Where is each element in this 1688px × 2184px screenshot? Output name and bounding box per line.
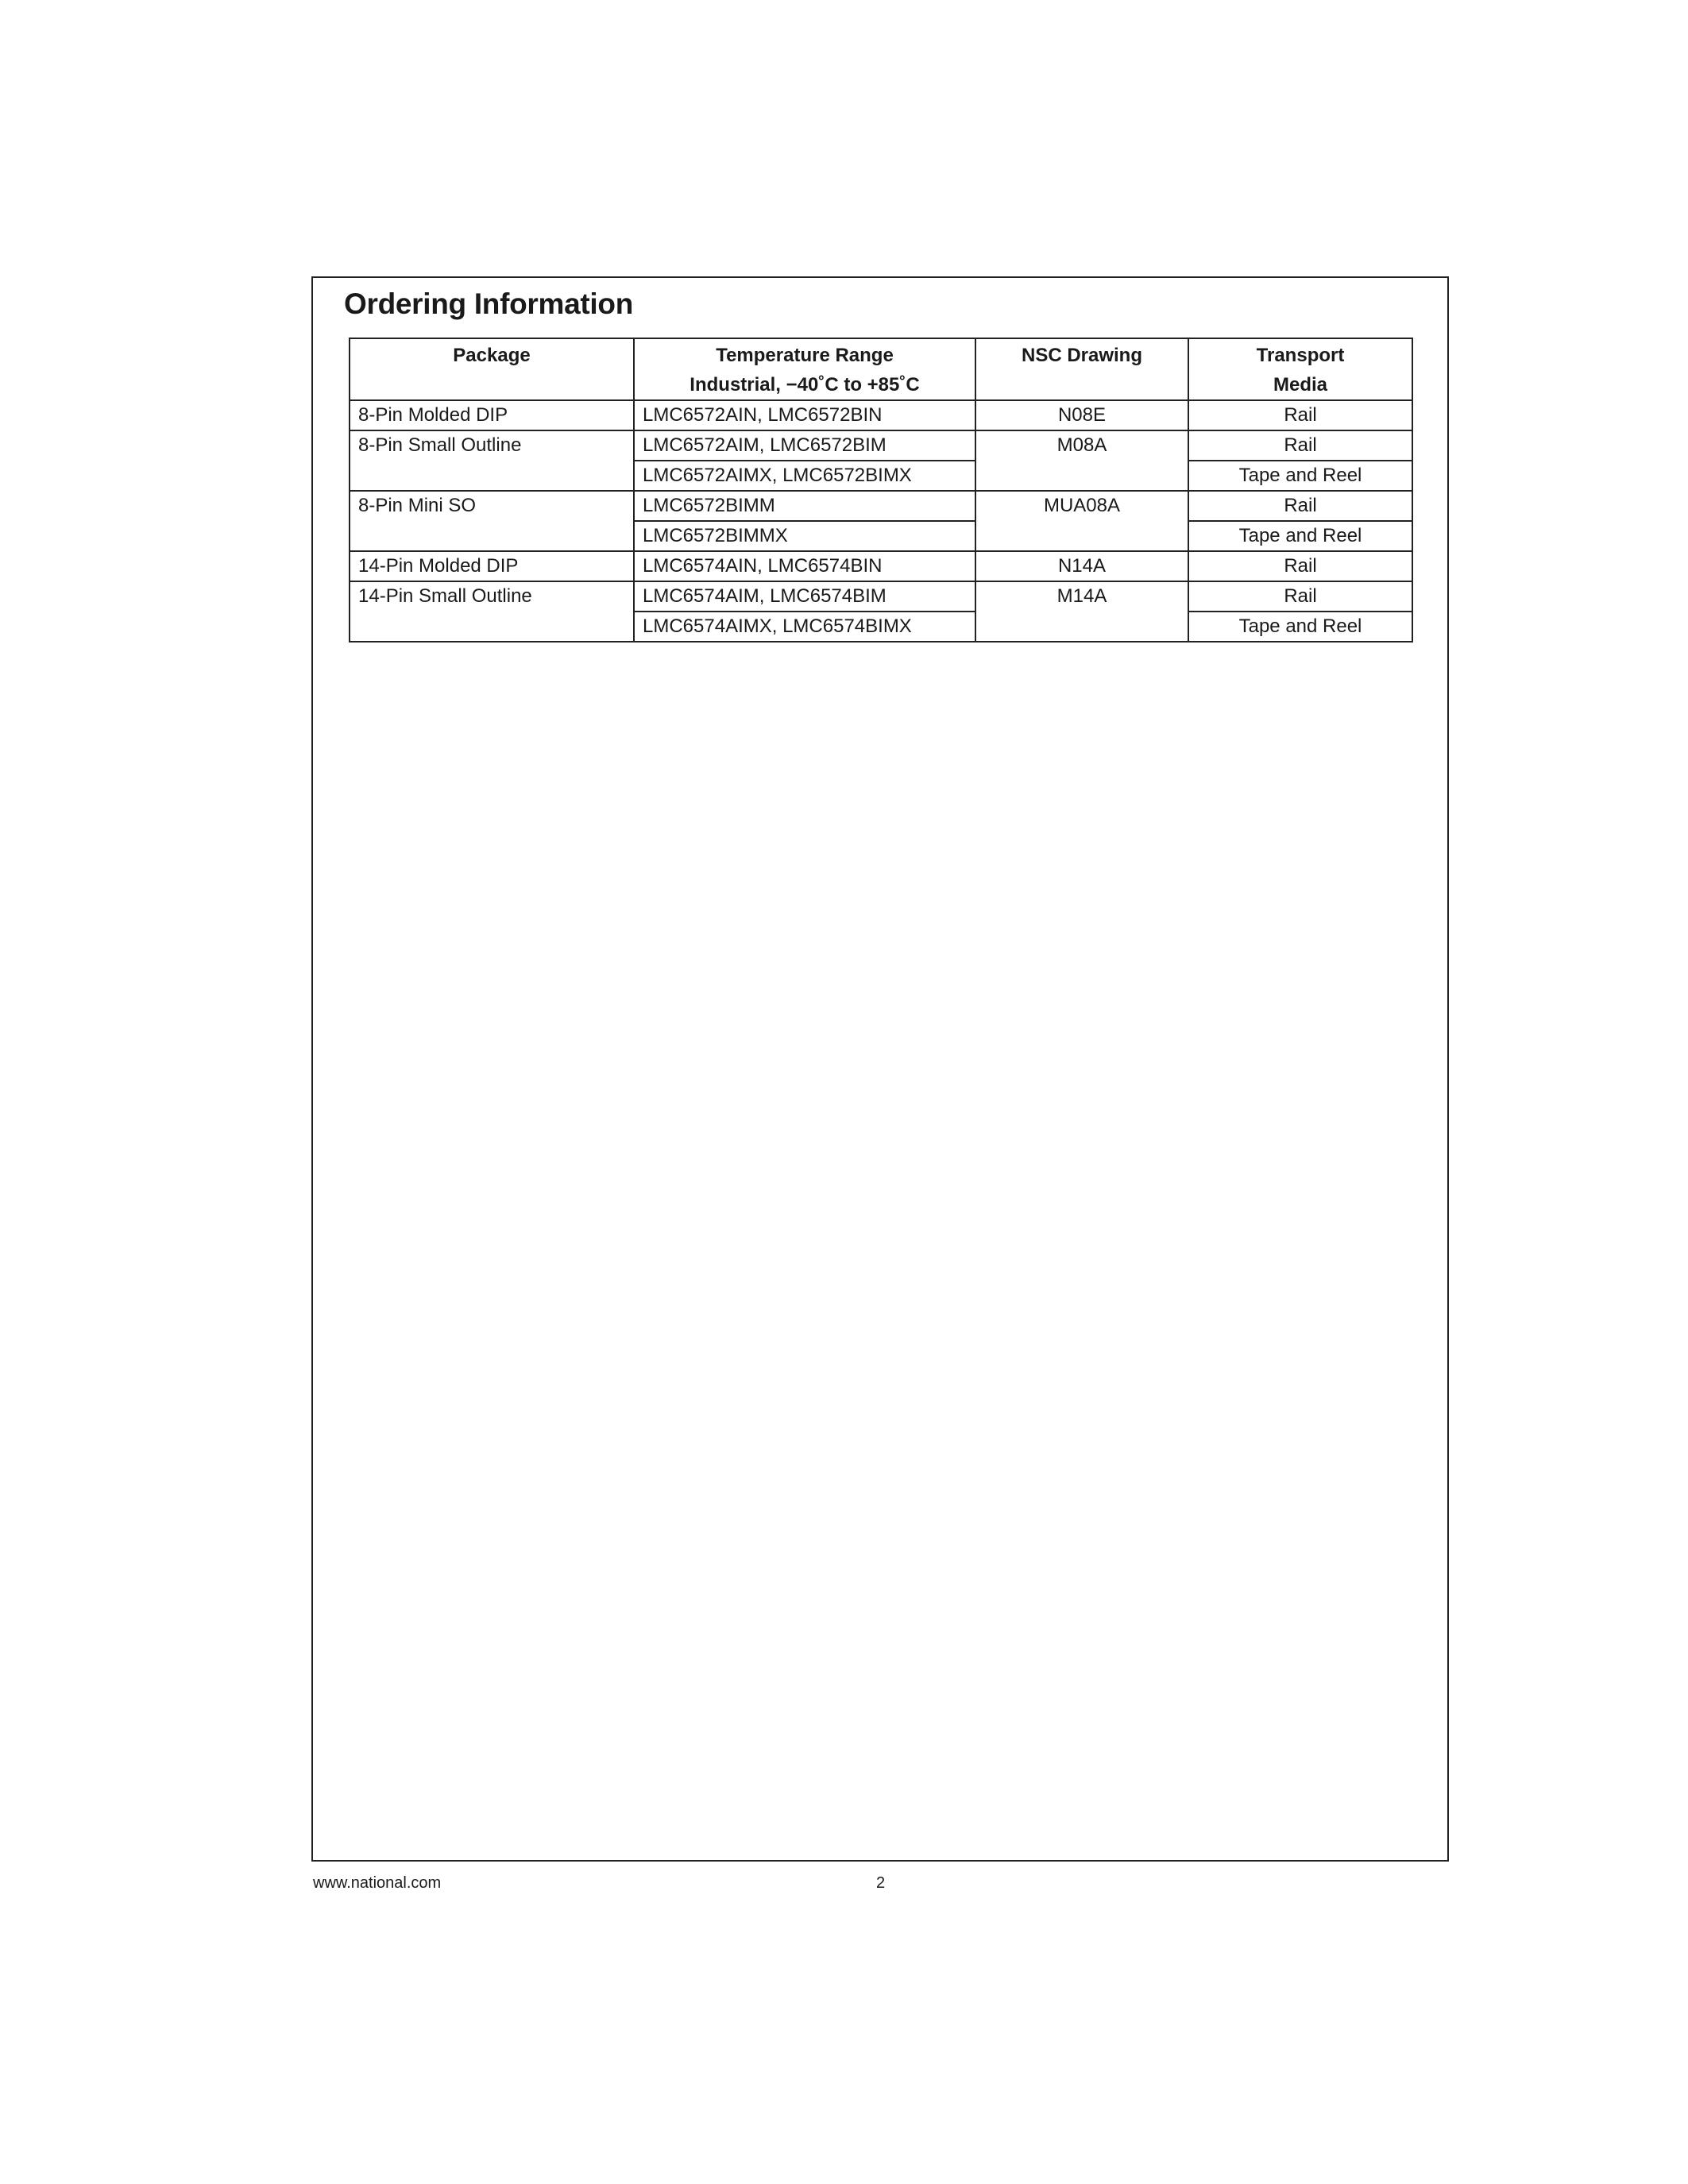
cell-package: 8-Pin Small Outline — [350, 430, 634, 491]
header-transport-line1: Transport — [1256, 345, 1345, 366]
header-nsc-drawing — [975, 338, 1188, 400]
cell-transport: Rail — [1188, 400, 1412, 430]
page-number: 2 — [876, 1874, 886, 1892]
table-row — [350, 581, 1412, 612]
cell-transport: Rail — [1188, 551, 1412, 581]
table-header-row — [350, 338, 1412, 400]
table-row — [350, 551, 1412, 581]
header-nsc-drawing-label: NSC Drawing — [1021, 345, 1142, 366]
cell-package: 14-Pin Molded DIP — [350, 551, 634, 581]
header-temperature-line2: Industrial, −40˚C to +85˚C — [689, 374, 920, 396]
header-transport-line2: Media — [1273, 374, 1327, 396]
table-row — [350, 400, 1412, 430]
header-temperature-range — [634, 338, 975, 400]
cell-package: 8-Pin Molded DIP — [350, 400, 634, 430]
cell-temp-range: LMC6572BIMMX — [634, 521, 975, 551]
header-package — [350, 338, 634, 400]
cell-transport: Tape and Reel — [1188, 521, 1412, 551]
cell-transport: Rail — [1188, 491, 1412, 521]
cell-temp-range: LMC6572AIN, LMC6572BIN — [634, 400, 975, 430]
cell-nsc-drawing: M14A — [975, 581, 1188, 642]
cell-transport: Rail — [1188, 581, 1412, 612]
cell-temp-range: LMC6574AIN, LMC6574BIN — [634, 551, 975, 581]
cell-temp-range: LMC6574AIMX, LMC6574BIMX — [634, 612, 975, 642]
ordering-table — [349, 338, 1413, 642]
cell-temp-range: LMC6574AIM, LMC6574BIM — [634, 581, 975, 612]
table-row — [350, 491, 1412, 521]
header-transport-media — [1188, 338, 1412, 400]
header-package-label: Package — [453, 345, 531, 366]
cell-nsc-drawing: MUA08A — [975, 491, 1188, 551]
cell-package: 14-Pin Small Outline — [350, 581, 634, 642]
cell-temp-range: LMC6572AIMX, LMC6572BIMX — [634, 461, 975, 491]
cell-nsc-drawing: M08A — [975, 430, 1188, 491]
footer-url: www.national.com — [313, 1874, 442, 1892]
section-title: Ordering Information — [344, 287, 634, 320]
cell-transport: Tape and Reel — [1188, 612, 1412, 642]
cell-temp-range: LMC6572AIM, LMC6572BIM — [634, 430, 975, 461]
header-temperature-line1: Temperature Range — [716, 345, 894, 366]
cell-nsc-drawing: N08E — [975, 400, 1188, 430]
table-row — [350, 430, 1412, 461]
cell-transport: Rail — [1188, 430, 1412, 461]
cell-temp-range: LMC6572BIMM — [634, 491, 975, 521]
cell-nsc-drawing: N14A — [975, 551, 1188, 581]
cell-package: 8-Pin Mini SO — [350, 491, 634, 551]
cell-transport: Tape and Reel — [1188, 461, 1412, 491]
